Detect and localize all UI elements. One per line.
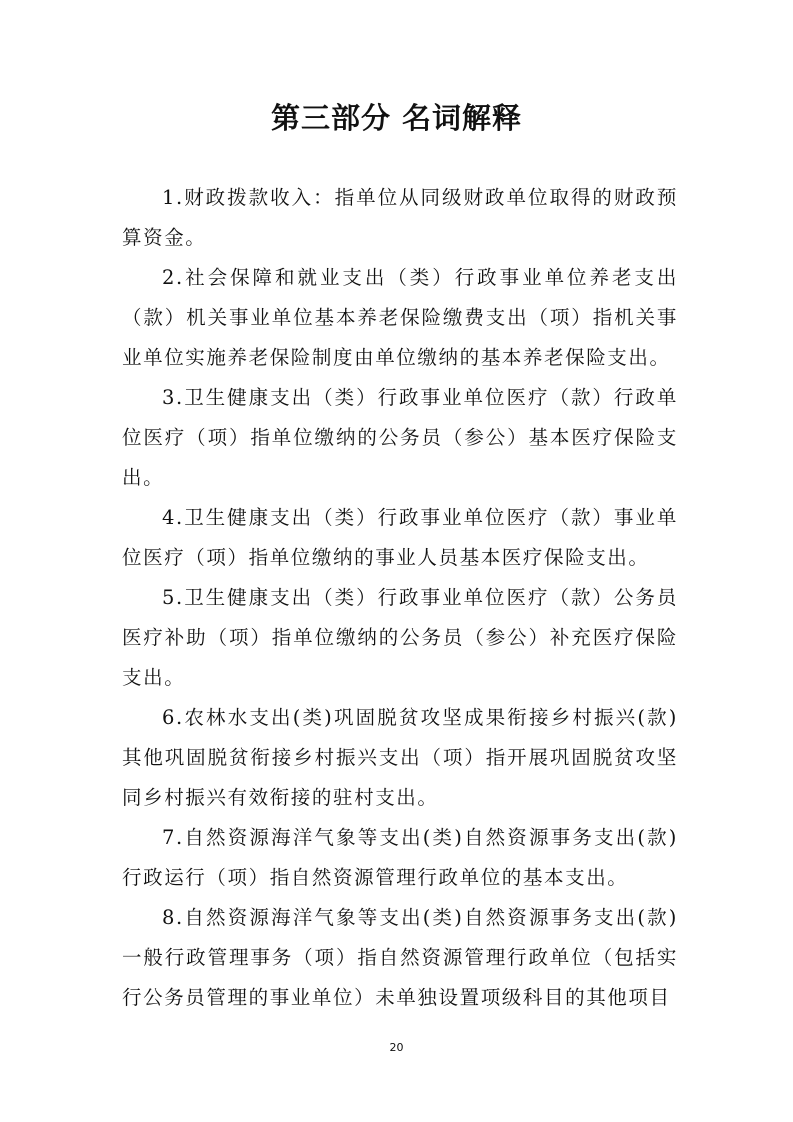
paragraph-4: 4.卫生健康支出（类）行政事业单位医疗（款）事业单位医疗（项）指单位缴纳的事业人员基本医疗保险支出。: [122, 506, 678, 569]
page-number: 20: [389, 1041, 404, 1054]
document-body: [122, 178, 678, 1018]
paragraph-3: 3.卫生健康支出（类）行政事业单位医疗（款）行政单位医疗（项）指单位缴纳的公务员（参公）基本医疗保险支出。: [122, 386, 678, 489]
paragraph-5: 5.卫生健康支出（类）行政事业单位医疗（款）公务员医疗补助（项）指单位缴纳的公务员（参公）补充医疗保险支出。: [122, 586, 678, 689]
paragraph-8: 8.自然资源海洋气象等支出(类)自然资源事务支出(款)一般行政管理事务（项）指自然资源管理行政单位（包括实行公务员管理的事业单位）未单独设置项级科目的其他项目: [122, 906, 678, 1009]
paragraph-7: 7.自然资源海洋气象等支出(类)自然资源事务支出(款)行政运行（项）指自然资源管理行政单位的基本支出。: [122, 826, 678, 889]
paragraph-2: 2.社会保障和就业支出（类）行政事业单位养老支出（款）机关事业单位基本养老保险缴费支出（项）指机关事业单位实施养老保险制度由单位缴纳的基本养老保险支出。: [122, 266, 678, 369]
paragraph-6: 6.农林水支出(类)巩固脱贫攻坚成果衔接乡村振兴(款)其他巩固脱贫衔接乡村振兴支出（项）指开展巩固脱贫攻坚同乡村振兴有效衔接的驻村支出。: [122, 706, 678, 809]
page-title: 第三部分 名词解释: [270, 101, 523, 135]
paragraph-1: 1.财政拨款收入：指单位从同级财政单位取得的财政预算资金。: [122, 186, 678, 249]
